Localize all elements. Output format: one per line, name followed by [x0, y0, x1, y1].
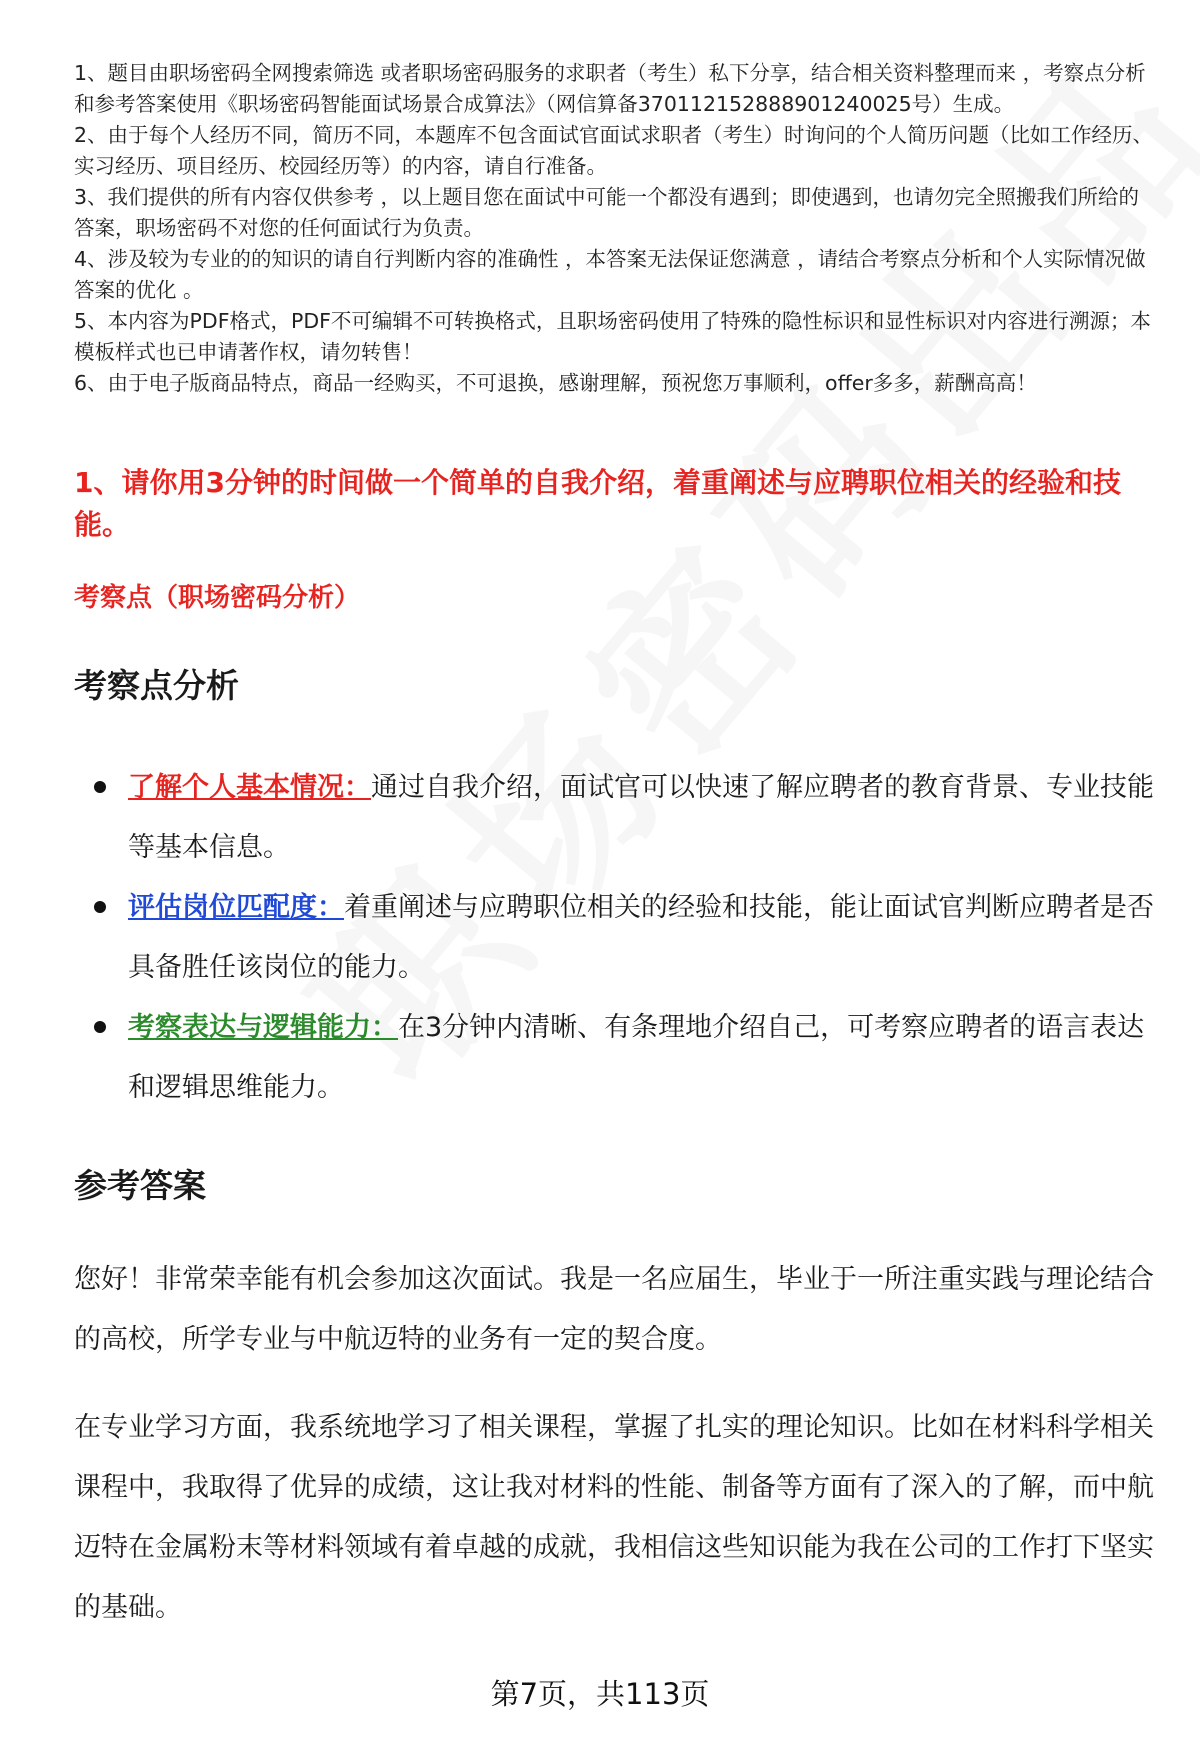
analysis-list — [74, 758, 1154, 1118]
bullet-text: 通过自我介绍，面试官可以快速了解应聘者的教育背景、专业技能等基本信息。 — [128, 772, 1154, 863]
answer-body — [74, 1250, 1154, 1666]
note-1: 1、题目由职场密码全网搜索筛选 或者职场密码服务的求职者（考生）私下分享，结合相关资料整理而来 ，考察点分析和参考答案使用《职场密码智能面试场景合成算法》（网信算备370112152888901240025号）生成。 — [74, 61, 1146, 116]
note-3: 3、我们提供的所有内容仅供参考 ，以上题目您在面试中可能一个都没有遇到；即使遇到，也请勿完全照搬我们所给的答案，职场密码不对您的任何面试行为负责。 — [74, 185, 1140, 240]
bullet-icon — [94, 781, 106, 793]
list-item — [74, 998, 1154, 1118]
list-item — [74, 758, 1154, 878]
bullet-keyword: 了解个人基本情况： — [128, 772, 371, 803]
bullet-text: 在3分钟内清晰、有条理地介绍自己，可考察应聘者的语言表达和逻辑思维能力。 — [128, 1012, 1145, 1103]
note-5: 5、本内容为PDF格式，PDF不可编辑不可转换格式，且职场密码使用了特殊的隐性标识和显性标识对内容进行溯源；本模板样式也已申请著作权，请勿转售！ — [74, 309, 1151, 364]
answer-paragraph: 您好！非常荣幸能有机会参加这次面试。我是一名应届生，毕业于一所注重实践与理论结合的高校，所学专业与中航迈特的业务有一定的契合度。 — [74, 1264, 1154, 1355]
note-4: 4、涉及较为专业的的知识的请自行判断内容的准确性 ，本答案无法保证您满意 ，请结合考察点分析和个人实际情况做答案的优化 。 — [74, 247, 1146, 302]
bullet-icon — [94, 1021, 106, 1033]
bullet-keyword: 评估岗位匹配度： — [128, 892, 344, 923]
question-title: 1、请你用3分钟的时间做一个简单的自我介绍，着重阐述与应聘职位相关的经验和技能。 — [74, 466, 1121, 541]
note-2: 2、由于每个人经历不同，简历不同，本题库不包含面试官面试求职者（考生）时询问的个人简历问题（比如工作经历、实习经历、项目经历、校园经历等）的内容，请自行准备。 — [74, 123, 1154, 178]
bullet-icon — [94, 901, 106, 913]
kaocha-label: 考察点（职场密码分析） — [74, 583, 361, 613]
analysis-heading: 考察点分析 — [74, 666, 239, 705]
list-item — [74, 878, 1154, 998]
disclaimer-notes — [74, 58, 1154, 399]
bullet-keyword: 考察表达与逻辑能力： — [128, 1012, 398, 1043]
answer-paragraph: 在专业学习方面，我系统地学习了相关课程，掌握了扎实的理论知识。比如在材料科学相关课程中，我取得了优异的成绩，这让我对材料的性能、制备等方面有了深入的了解，而中航迈特在金属粉末等材料领域有着卓越的成就，我相信这些知识能为我在公司的工作打下坚实的基础。 — [74, 1412, 1154, 1623]
answer-heading: 参考答案 — [74, 1166, 206, 1205]
page-footer: 第7页，共113页 — [490, 1677, 710, 1711]
note-6: 6、由于电子版商品特点，商品一经购买，不可退换，感谢理解，预祝您万事顺利，offer多多，薪酬高高！ — [74, 371, 1037, 395]
bullet-text: 着重阐述与应聘职位相关的经验和技能，能让面试官判断应聘者是否具备胜任该岗位的能力。 — [128, 892, 1154, 983]
